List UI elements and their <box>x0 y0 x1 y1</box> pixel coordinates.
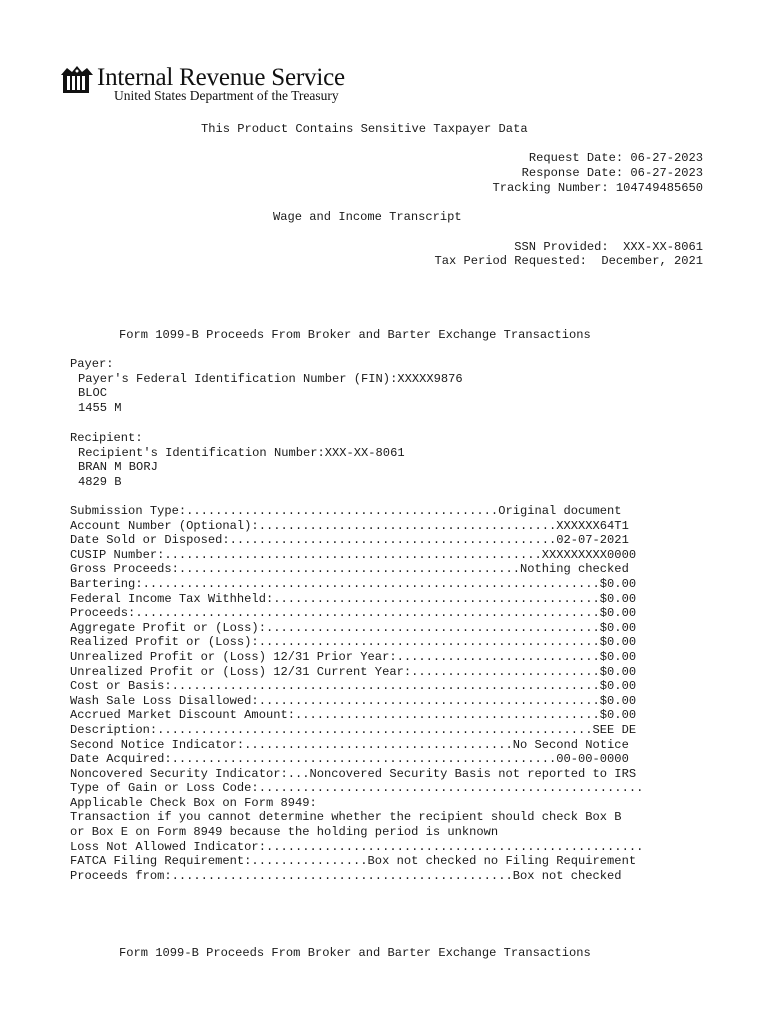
field-line: Proceeds:................................................................$0.00 <box>70 606 637 621</box>
field-line: Gross Proceeds:...............................................Nothing checked <box>70 562 629 577</box>
response-date: Response Date: 06-27-2023 <box>521 166 703 180</box>
recipient-id: Recipient's Identification Number:XXX-XX-8061 <box>78 445 405 460</box>
ssn-provided: SSN Provided: XXX-XX-8061 <box>514 240 703 254</box>
field-line: Submission Type:...........................................Original document <box>70 504 622 518</box>
irs-logo <box>60 63 380 105</box>
field-line: Date Sold or Disposed:.............................................02-07-2021 <box>70 533 629 548</box>
form-title: Form 1099-B Proceeds From Broker and Barter Exchange Transactions <box>119 328 591 342</box>
field-line: Noncovered Security Indicator:...Noncovered Security Basis not reported to IRS <box>70 766 637 781</box>
payer-name: BLOC <box>78 386 108 401</box>
field-line: FATCA Filing Requirement:................Box not checked no Filing Requirement <box>70 854 637 869</box>
irs-eagle-icon <box>60 65 94 95</box>
field-line: Date Acquired:.....................................................00-00-0000 <box>70 752 629 767</box>
recipient-name: BRAN M BORJ <box>78 460 158 475</box>
recipient-section <box>70 431 704 489</box>
payer-section <box>70 357 704 415</box>
field-line: Proceeds from:...............................................Box not checked <box>70 868 622 883</box>
payer-address: 1455 M <box>78 400 122 415</box>
field-line: Account Number (Optional):.........................................XXXXXX64T1 <box>70 518 629 533</box>
tax-period-requested: Tax Period Requested: December, 2021 <box>434 254 703 268</box>
recipient-address: 4829 B <box>78 474 122 489</box>
field-line: Federal Income Tax Withheld:.............................................$0.00 <box>70 591 637 606</box>
transcript-title: Wage and Income Transcript <box>273 210 462 224</box>
field-line: Transaction if you cannot determine whether the recipient should check Box B <box>70 810 622 825</box>
payer-fin: Payer's Federal Identification Number (FIN):XXXXX9876 <box>78 371 463 386</box>
field-line: Loss Not Allowed Indicator:.................................................... <box>70 839 644 854</box>
field-line: Unrealized Profit or (Loss) 12/31 Current Year:..........................$0.00 <box>70 664 637 679</box>
recipient-heading: Recipient: <box>70 431 143 445</box>
field-line: Bartering:...............................................................$0.00 <box>70 576 637 591</box>
field-line: Wash Sale Loss Disallowed:...............................................$0.00 <box>70 693 637 708</box>
sensitive-data-notice: This Product Contains Sensitive Taxpayer Data <box>201 122 528 136</box>
field-line: Cost or Basis:...........................................................$0.00 <box>70 679 637 694</box>
request-date: Request Date: 06-27-2023 <box>528 151 703 165</box>
field-line: CUSIP Number:....................................................XXXXXXXXX0000 <box>70 547 637 562</box>
logo-title: Internal Revenue Service <box>97 64 345 91</box>
field-line: Second Notice Indicator:.....................................No Second Notice <box>70 737 629 752</box>
field-line: or Box E on Form 8949 because the holding period is unknown <box>70 825 499 840</box>
field-line: Aggregate Profit or (Loss):..............................................$0.00 <box>70 620 637 635</box>
field-line: Accrued Market Discount Amount:..........................................$0.00 <box>70 708 637 723</box>
field-line: Description:............................................................SEE DE <box>70 722 637 737</box>
footer-form-title: Form 1099-B Proceeds From Broker and Barter Exchange Transactions <box>119 946 591 960</box>
field-line: Applicable Check Box on Form 8949: <box>70 795 317 810</box>
field-line: Unrealized Profit or (Loss) 12/31 Prior Year:............................$0.00 <box>70 649 637 664</box>
logo-subtitle: United States Department of the Treasury <box>114 88 339 103</box>
field-line: Realized Profit or (Loss):...............................................$0.00 <box>70 635 637 650</box>
payer-heading: Payer: <box>70 357 114 371</box>
transaction-fields <box>70 504 704 883</box>
tracking-number: Tracking Number: 104749485650 <box>492 181 703 195</box>
field-line: Type of Gain or Loss Code:..................................................... <box>70 781 644 796</box>
